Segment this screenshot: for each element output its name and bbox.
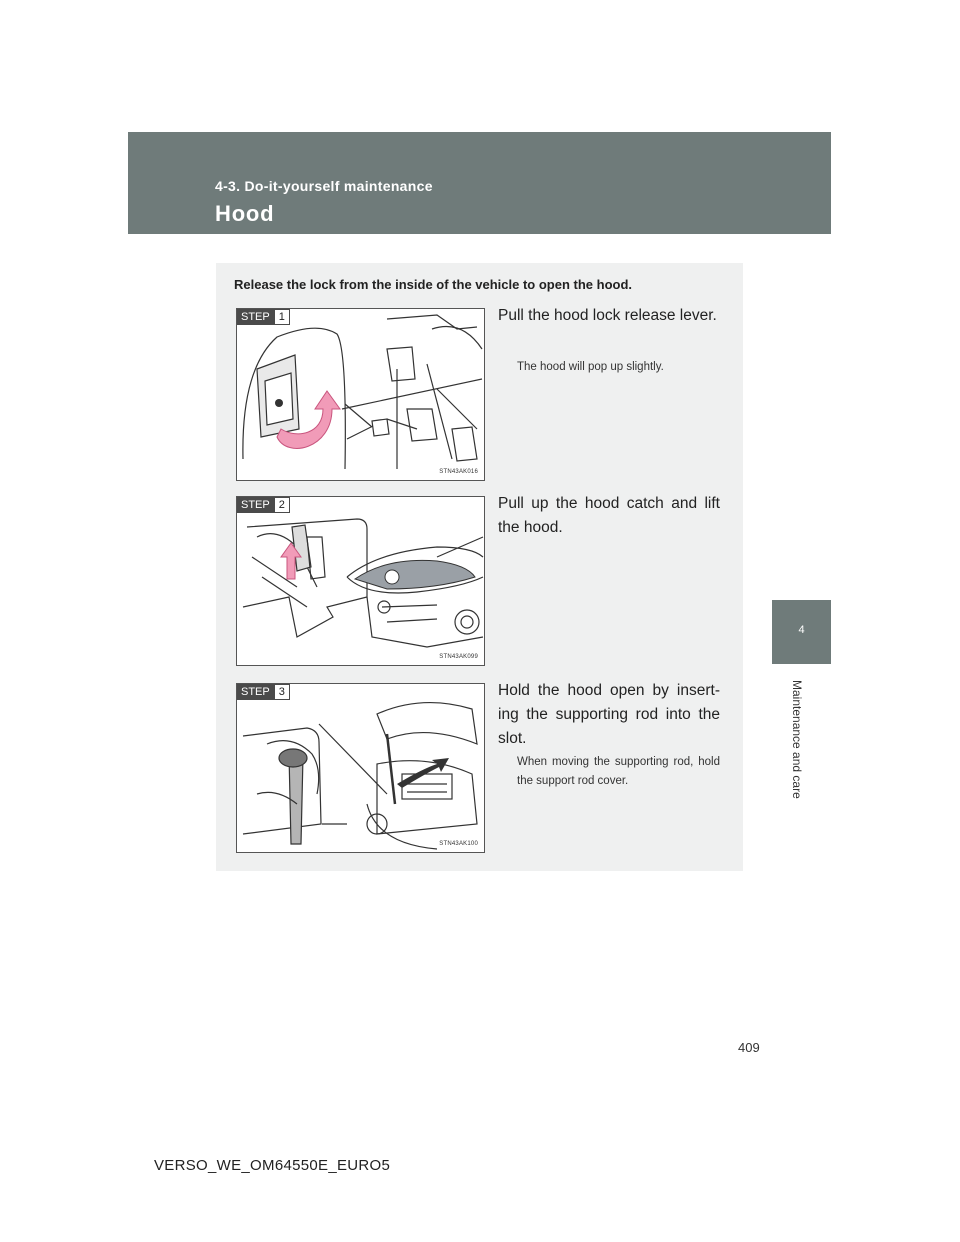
step-3-badge (237, 684, 290, 700)
figure-code: STN43AK016 (439, 469, 478, 475)
step-number: 2 (274, 497, 290, 513)
step-1-figure (236, 308, 485, 481)
chapter-side-label (790, 680, 812, 820)
step-3-figure (236, 683, 485, 853)
page-number: 409 (738, 1040, 760, 1055)
chapter-tab-number: 4 (798, 624, 805, 636)
step-3-text: Hold the hood open by insert-ing the supporting rod into the slot. (498, 682, 720, 747)
section-label: 4-3. Do-it-yourself maintenance (215, 178, 433, 194)
chapter-header (128, 132, 831, 234)
hood-lever-illustration (237, 309, 484, 480)
figure-code: STN43AK099 (439, 654, 478, 660)
step-1-badge (237, 309, 290, 325)
step-2-text: Pull up the hood catch and lift the hood. (498, 495, 720, 536)
step-1-note: The hood will pop up slightly. (517, 361, 664, 373)
step-2-figure (236, 496, 485, 666)
step-number: 3 (274, 684, 290, 700)
page-title: Hood (215, 201, 275, 226)
step-1-text: Pull the hood lock release lever. (498, 307, 717, 324)
step-3-note: When moving the supporting rod, hold the support rod cover. (517, 756, 720, 787)
chapter-side-label-text: Maintenance and care (790, 680, 804, 799)
hood-catch-illustration (237, 497, 484, 665)
step-word: STEP (237, 684, 274, 700)
step-number: 1 (274, 309, 290, 325)
figure-code: STN43AK100 (439, 841, 478, 847)
step-word: STEP (237, 309, 274, 325)
intro-text: Release the lock from the inside of the vehicle to open the hood. (234, 277, 633, 292)
support-rod-illustration (237, 684, 484, 852)
content-panel (216, 263, 743, 871)
step-2-badge (237, 497, 290, 513)
chapter-tab[interactable] (772, 600, 831, 664)
document-code: VERSO_WE_OM64550E_EURO5 (154, 1157, 391, 1174)
step-word: STEP (237, 497, 274, 513)
